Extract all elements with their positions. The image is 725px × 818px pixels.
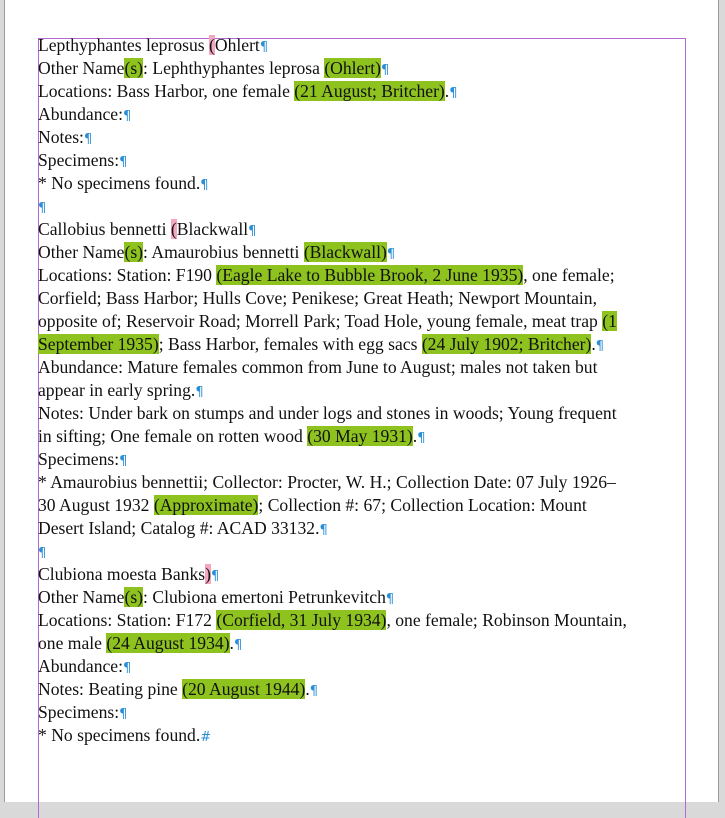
paragraph-mark: ¶ (233, 638, 243, 653)
paragraph-mark: ¶ (319, 523, 328, 538)
paragraph-mark: ¶ (123, 661, 132, 676)
text-run: : Amaurobius bennetti (143, 242, 304, 262)
text-run: Abundance: (38, 104, 124, 124)
paragraph-mark: ¶ (417, 431, 426, 446)
text-run: Locations: Station: F172 (38, 610, 217, 630)
text-run: . (444, 81, 450, 101)
text-run: Notes: Beating pine (38, 679, 183, 699)
highlighted-text: (1 (602, 311, 617, 331)
text-line (38, 517, 684, 540)
text-line (38, 333, 684, 356)
text-run: Blackwall (176, 219, 249, 239)
text-run: ; Collection #: 67; Collection Location: Mount (258, 495, 587, 515)
text-run: , one female; Robinson Mountain, (386, 610, 627, 630)
text-line (38, 379, 684, 402)
text-run: Specimens: (38, 449, 120, 469)
highlighted-text: (30 May 1931) (307, 426, 413, 446)
text-run: . (229, 633, 234, 653)
text-line (38, 402, 684, 425)
paragraph-mark: ¶ (210, 569, 220, 584)
paragraph-mark: ¶ (380, 63, 390, 78)
highlighted-text: (Eagle Lake to Bubble Brook, 2 June 1935) (216, 265, 524, 285)
text-line (38, 310, 684, 333)
text-line (38, 287, 684, 310)
text-run: Locations: Bass Harbor, one female (38, 81, 295, 101)
highlighted-text: September 1935) (38, 334, 159, 354)
highlighted-text: (s) (124, 242, 144, 262)
text-line (38, 103, 684, 126)
text-run: Clubiona moesta Banks (38, 564, 206, 584)
text-run: . (305, 679, 310, 699)
text-line (38, 609, 684, 632)
highlighted-text: (Approximate) (153, 495, 259, 515)
highlighted-text: (24 July 1902; Britcher) (421, 334, 592, 354)
text-run: Desert Island; Catalog #: ACAD 33132. (38, 518, 320, 538)
paragraph-mark: ¶ (259, 40, 269, 55)
text-line (38, 57, 684, 80)
document-text[interactable] (38, 34, 684, 747)
text-run: Abundance: Mature females common from June to August; males not taken but (38, 357, 598, 377)
highlighted-text: (Corfield, 31 July 1934) (216, 610, 387, 630)
highlighted-text: (24 August 1934) (106, 633, 230, 653)
highlighted-text: (21 August; Britcher) (294, 81, 445, 101)
text-line (38, 586, 684, 609)
paragraph-mark: ¶ (386, 247, 396, 262)
paragraph-mark: ¶ (83, 132, 93, 147)
paragraph-mark: ¶ (309, 684, 318, 699)
text-run: : Clubiona emertoni Petrunkevitch (143, 587, 386, 607)
text-line (38, 126, 684, 149)
text-run: Callobius bennetti (38, 219, 171, 239)
text-run: Specimens: (38, 702, 120, 722)
text-line (38, 678, 684, 701)
paragraph-mark: ¶ (38, 201, 47, 216)
text-line (38, 264, 684, 287)
text-run: Locations: Station: F190 (38, 265, 217, 285)
text-run: Ohlert (214, 35, 260, 55)
paragraph-mark: ¶ (200, 178, 209, 193)
paragraph-mark: ¶ (595, 339, 605, 354)
text-line (38, 632, 684, 655)
text-run: . (591, 334, 596, 354)
paragraph-mark: ¶ (195, 385, 204, 400)
text-line (38, 218, 684, 241)
text-line (38, 356, 684, 379)
end-of-story-mark: # (200, 730, 212, 745)
text-line (38, 241, 684, 264)
flagged-character: ) (205, 564, 211, 584)
text-run: one male (38, 633, 107, 653)
text-line (38, 80, 684, 103)
text-run: Other Name (38, 58, 125, 78)
paragraph-mark: ¶ (38, 546, 47, 561)
text-run: in sifting; One female on rotten wood (38, 426, 308, 446)
text-line (38, 540, 684, 563)
text-line (38, 172, 684, 195)
text-line (38, 701, 684, 724)
text-run: Specimens: (38, 150, 120, 170)
text-line (38, 448, 684, 471)
highlighted-text: (Blackwall) (303, 242, 387, 262)
text-run: * Amaurobius bennettii; Collector: Procter, W. H.; Collection Date: 07 July 1926– (38, 472, 616, 492)
text-run: * No specimens found. (38, 725, 201, 745)
text-run: Notes: Under bark on stumps and under logs and stones in woods; Young frequent (38, 403, 617, 423)
text-run: , one female; (523, 265, 615, 285)
flagged-character: ( (170, 219, 177, 239)
highlighted-text: (s) (124, 587, 144, 607)
text-line (38, 195, 684, 218)
text-line (38, 425, 684, 448)
text-line (38, 563, 684, 586)
text-run: 30 August 1932 (38, 495, 154, 515)
text-run: appear in early spring. (38, 380, 196, 400)
text-run: : Lephthyphantes leprosa (143, 58, 325, 78)
text-run: * No specimens found. (38, 173, 201, 193)
paragraph-mark: ¶ (449, 86, 458, 101)
text-run: Other Name (38, 242, 125, 262)
text-run: Other Name (38, 587, 125, 607)
text-line (38, 655, 684, 678)
paragraph-mark: ¶ (385, 592, 395, 607)
paragraph-mark: ¶ (123, 109, 132, 124)
text-run: ; Bass Harbor, females with egg sacs (158, 334, 422, 354)
paragraph-mark: ¶ (119, 155, 128, 170)
text-run: . (412, 426, 418, 446)
paragraph-mark: ¶ (119, 454, 128, 469)
text-line (38, 724, 684, 747)
text-run: Corfield; Bass Harbor; Hulls Cove; Penikese; Great Heath; Newport Mountain, (38, 288, 597, 308)
paragraph-mark: ¶ (248, 224, 257, 239)
text-run: Notes: (38, 127, 84, 147)
text-line (38, 149, 684, 172)
text-line (38, 34, 684, 57)
text-run: opposite of; Reservoir Road; Morrell Park; Toad Hole, young female, meat trap (38, 311, 603, 331)
highlighted-text: (s) (124, 58, 144, 78)
highlighted-text: (20 August 1944) (182, 679, 306, 699)
highlighted-text: (Ohlert) (324, 58, 381, 78)
paragraph-mark: ¶ (119, 707, 128, 722)
text-run: Lepthyphantes leprosus (38, 35, 210, 55)
text-line (38, 471, 684, 494)
text-line (38, 494, 684, 517)
flagged-character: ( (209, 35, 215, 55)
text-run: Abundance: (38, 656, 124, 676)
